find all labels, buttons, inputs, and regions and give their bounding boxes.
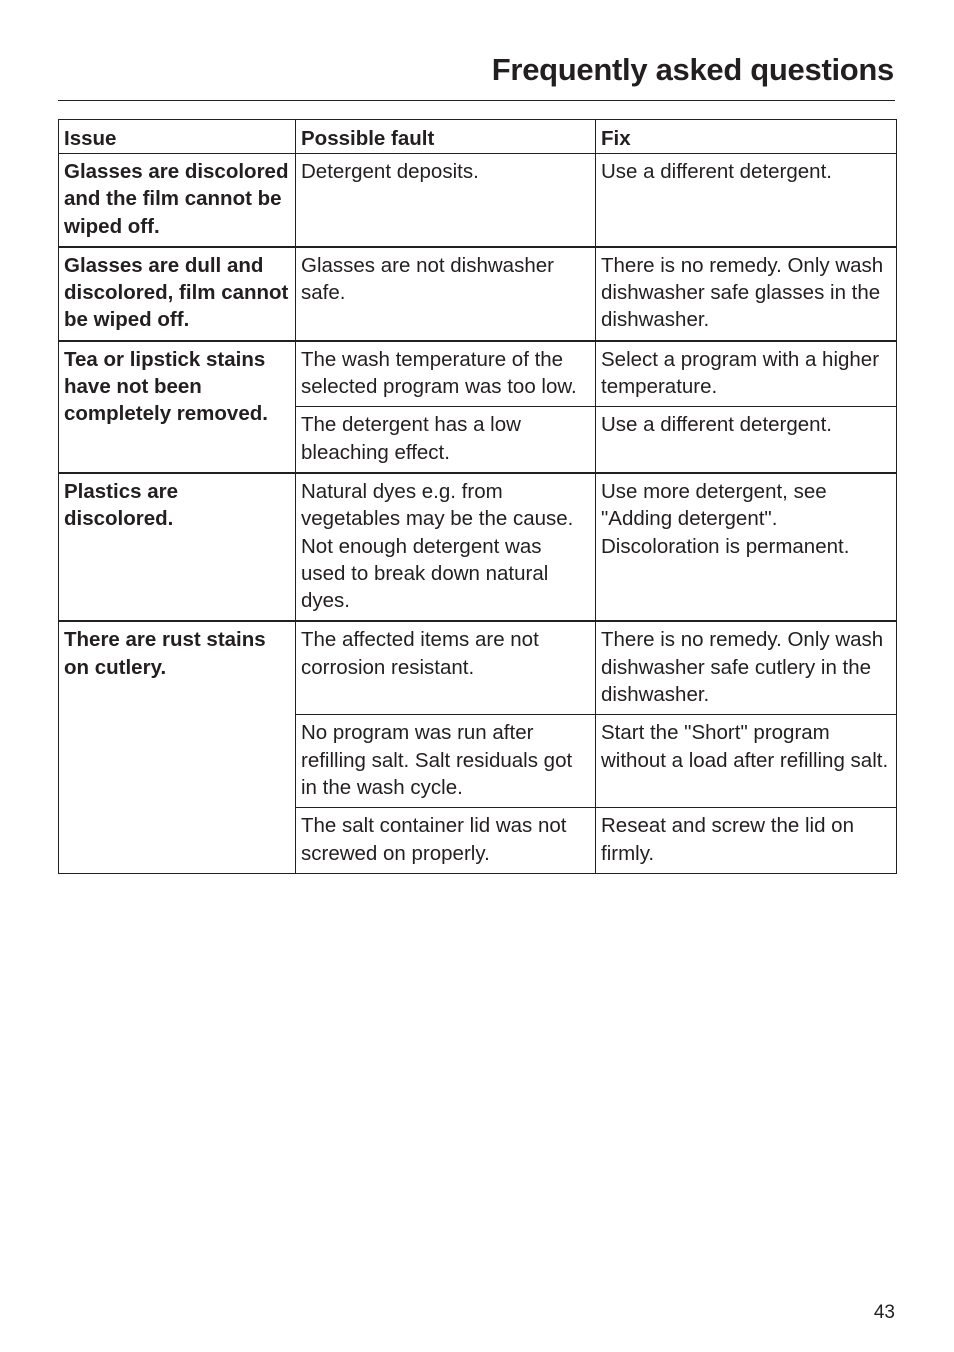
- header-possible-fault: Possible fault: [296, 120, 596, 154]
- table-header-row: [59, 120, 897, 154]
- title-divider: [58, 100, 895, 101]
- fault-cell: Detergent deposits.: [296, 154, 596, 247]
- issue-cell: There are rust stains on cutlery.: [59, 621, 296, 873]
- fault-cell: The detergent has a low bleaching effect.: [296, 407, 596, 473]
- faq-table: [58, 119, 897, 874]
- header-fix: Fix: [596, 120, 897, 154]
- page-number: 43: [873, 1302, 895, 1323]
- table-row: [59, 341, 897, 407]
- fix-cell: Select a program with a higher temperature.: [596, 341, 897, 407]
- fix-cell: There is no remedy. Only wash dishwasher safe cutlery in the dishwasher.: [596, 621, 897, 714]
- issue-cell: Glasses are dull and discolored, film cannot be wiped off.: [59, 247, 296, 341]
- table-row: [59, 473, 897, 621]
- fault-cell: No program was run after refilling salt. Salt residuals got in the wash cycle.: [296, 715, 596, 808]
- fix-cell: Start the "Short" program without a load after refilling salt.: [596, 715, 897, 808]
- fix-cell: Use a different detergent.: [596, 154, 897, 247]
- fault-cell: Glasses are not dishwasher safe.: [296, 247, 596, 341]
- fault-cell: The wash temperature of the selected program was too low.: [296, 341, 596, 407]
- fault-cell: The affected items are not corrosion resistant.: [296, 621, 596, 714]
- page-title: Frequently asked questions: [491, 52, 894, 87]
- fault-cell: The salt container lid was not screwed on properly.: [296, 808, 596, 874]
- issue-cell: Glasses are discolored and the film cannot be wiped off.: [59, 154, 296, 247]
- fix-cell: There is no remedy. Only wash dishwasher safe glasses in the dishwasher.: [596, 247, 897, 341]
- issue-cell: Plastics are discolored.: [59, 473, 296, 621]
- header-issue: Issue: [59, 120, 296, 154]
- fix-cell: Use a different detergent.: [596, 407, 897, 473]
- table-row: [59, 247, 897, 341]
- fault-cell: Natural dyes e.g. from vegetables may be the cause. Not enough detergent was used to break down natural dyes.: [296, 473, 596, 621]
- table-row: [59, 154, 897, 247]
- issue-cell: Tea or lipstick stains have not been completely removed.: [59, 341, 296, 473]
- fix-cell: Use more detergent, see "Adding detergent". Discoloration is permanent.: [596, 473, 897, 621]
- fix-cell: Reseat and screw the lid on firmly.: [596, 808, 897, 874]
- table-row: [59, 621, 897, 714]
